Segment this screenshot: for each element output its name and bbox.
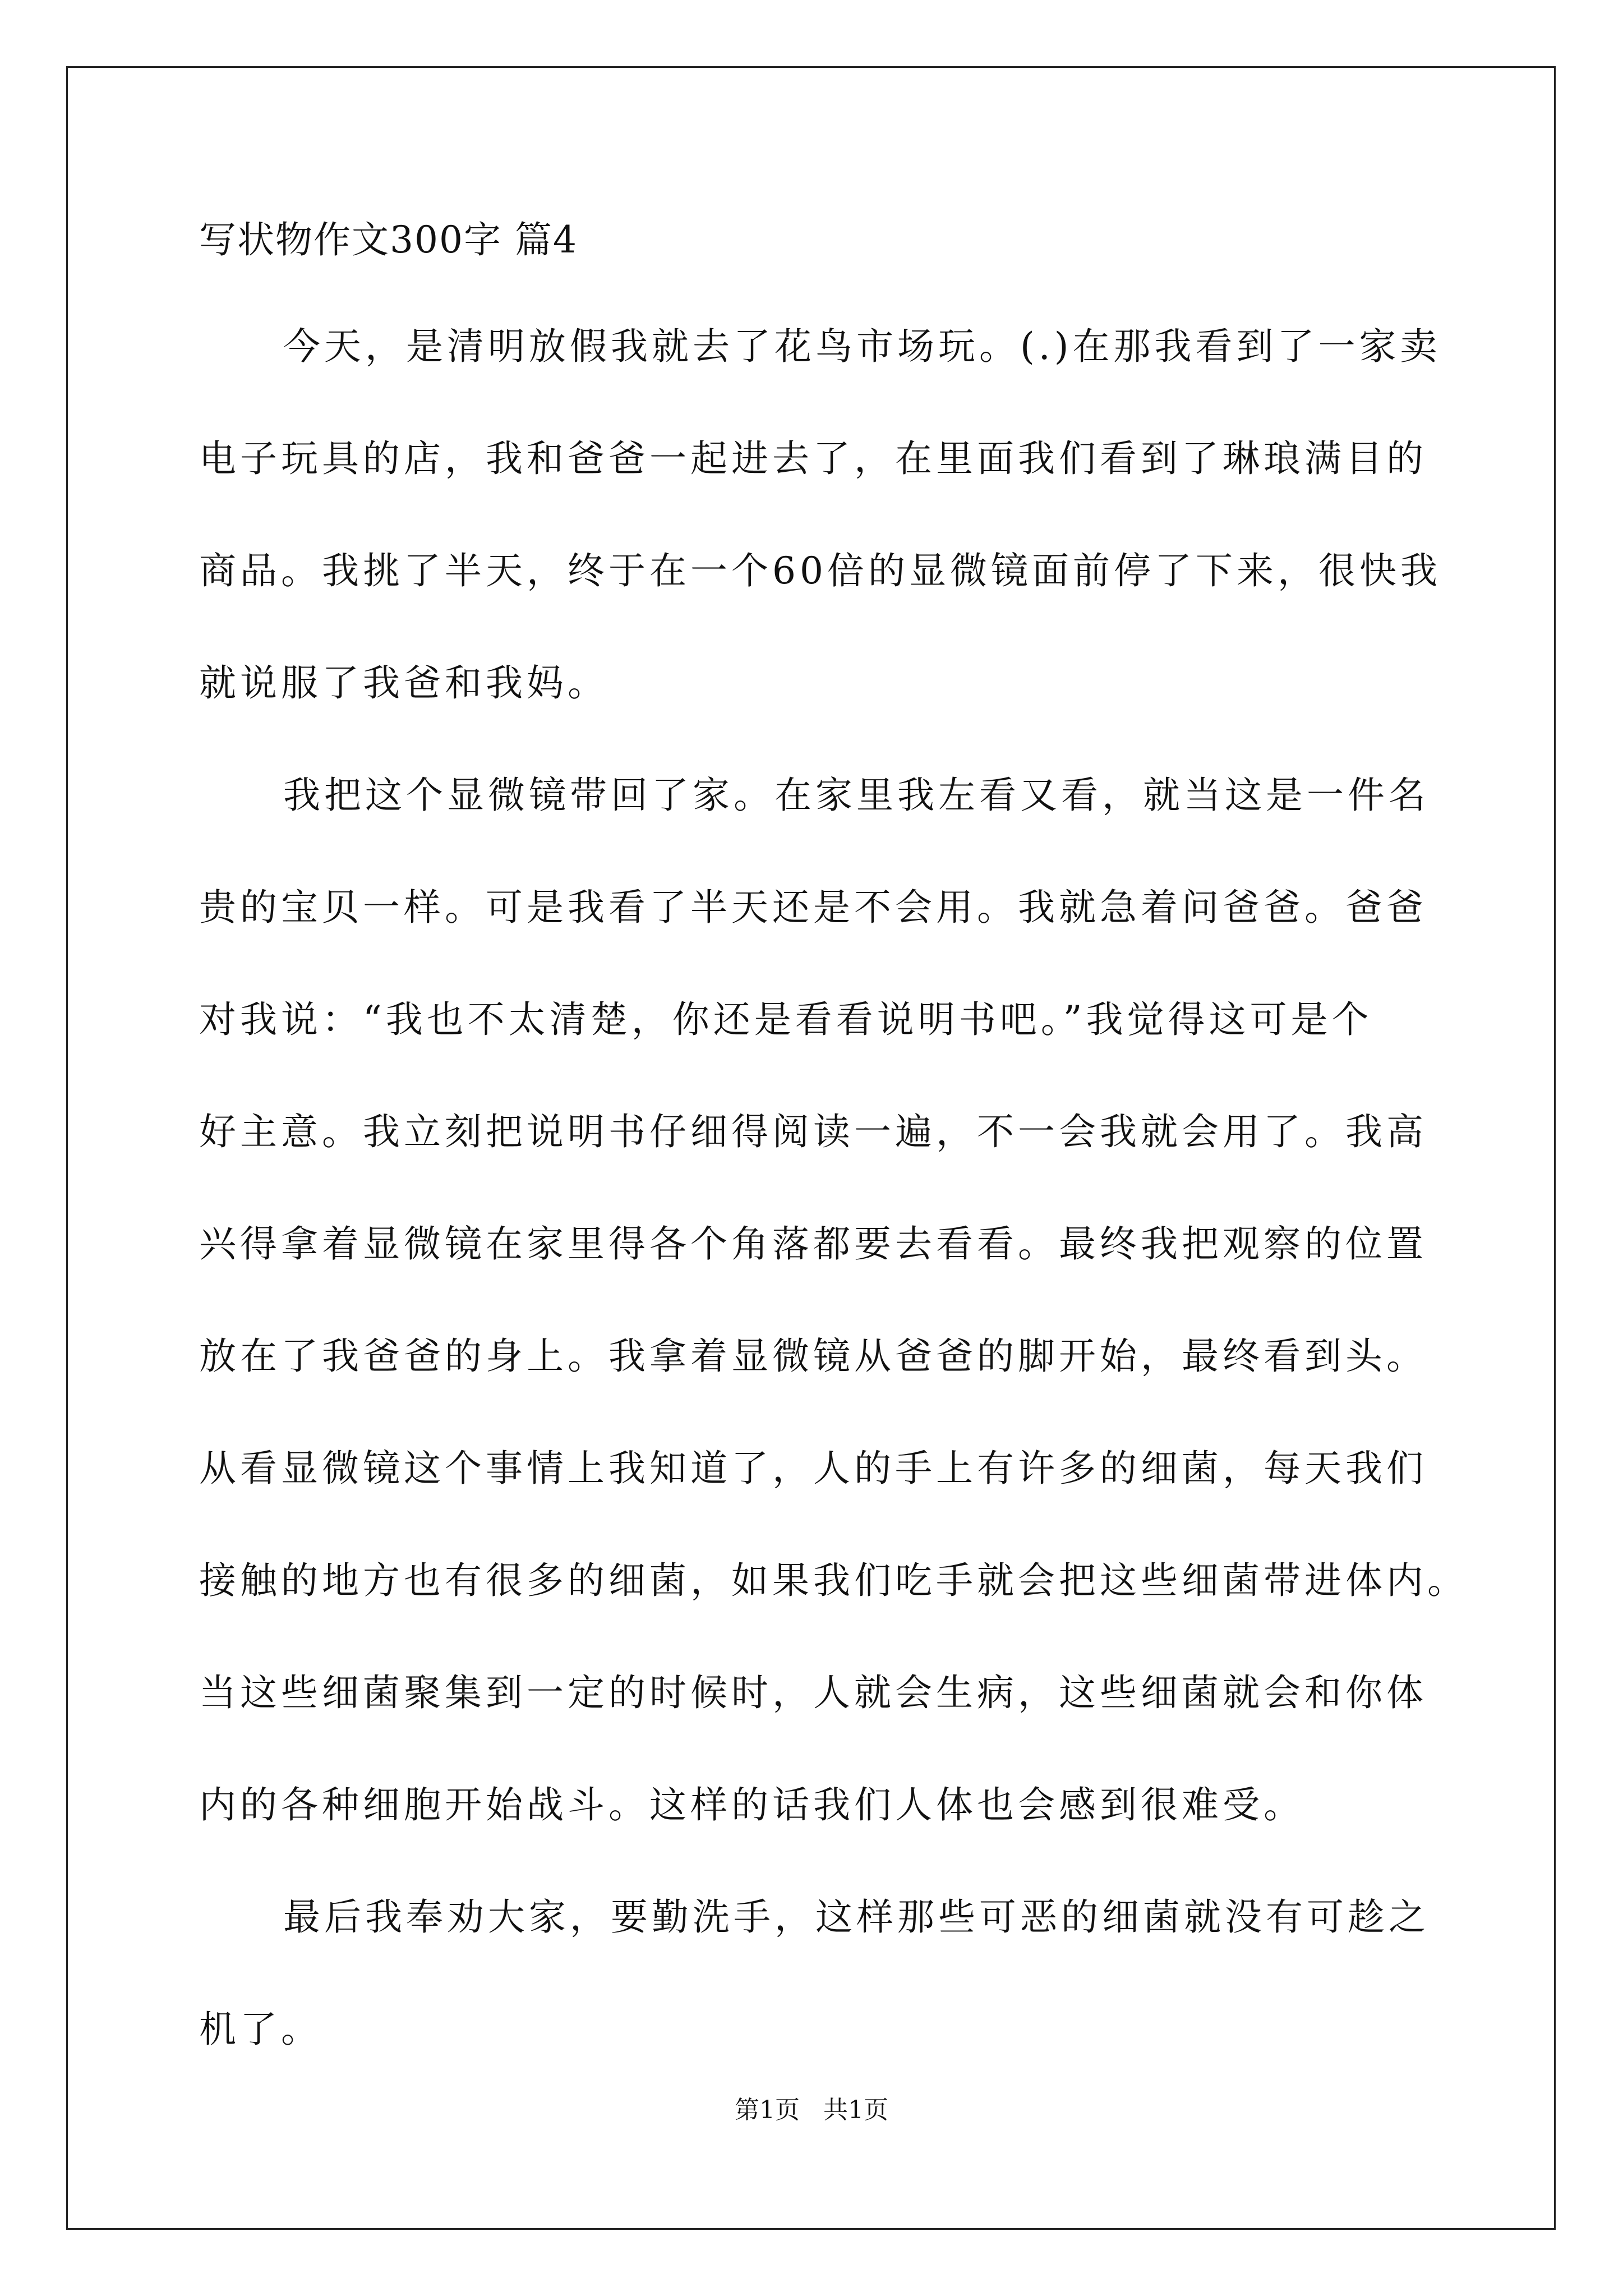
page-footer: 第1页 共1页 [735, 2096, 888, 2124]
paragraph-line: 机了。 [199, 2008, 322, 2051]
paragraph-line: 今天，是清明放假我就去了花鸟市场玩。(.)在那我看到了一家卖 [283, 325, 1441, 368]
paragraph-line: 从看显微镜这个事情上我知道了，人的手上有许多的细菌，每天我们 [199, 1447, 1427, 1490]
paragraph-line: 对我说：“我也不太清楚，你还是看看说明书吧。”我觉得这可是个 [199, 998, 1373, 1041]
paragraph-line: 接触的地方也有很多的细菌，如果我们吃手就会把这些细菌带进体内。 [199, 1559, 1468, 1602]
paragraph-line: 我把这个显微镜带回了家。在家里我左看又看，就当这是一件名 [283, 774, 1430, 817]
paragraph-line: 电子玩具的店，我和爸爸一起进去了，在里面我们看到了琳琅满目的 [199, 437, 1427, 480]
paragraph-line: 放在了我爸爸的身上。我拿着显微镜从爸爸的脚开始，最终看到头。 [199, 1335, 1427, 1378]
paragraph-line: 兴得拿着显微镜在家里得各个角落都要去看看。最终我把观察的位置 [199, 1222, 1427, 1266]
paragraph-line: 内的各种细胞开始战斗。这样的话我们人体也会感到很难受。 [199, 1783, 1304, 1826]
paragraph-line: 当这些细菌聚集到一定的时候时，人就会生病，这些细菌就会和你体 [199, 1671, 1427, 1714]
paragraph-line: 就说服了我爸和我妈。 [199, 661, 608, 705]
paragraph-line: 商品。我挑了半天，终于在一个60倍的显微镜面前停了下来，很快我 [199, 549, 1441, 592]
paragraph-line: 最后我奉劝大家，要勤洗手，这样那些可恶的细菌就没有可趁之 [283, 1895, 1430, 1939]
paragraph-line: 贵的宝贝一样。可是我看了半天还是不会用。我就急着问爸爸。爸爸 [199, 886, 1427, 929]
paragraph-line: 好主意。我立刻把说明书仔细得阅读一遍，不一会我就会用了。我高 [199, 1110, 1427, 1153]
document-title: 写状物作文300字 篇4 [199, 218, 578, 261]
